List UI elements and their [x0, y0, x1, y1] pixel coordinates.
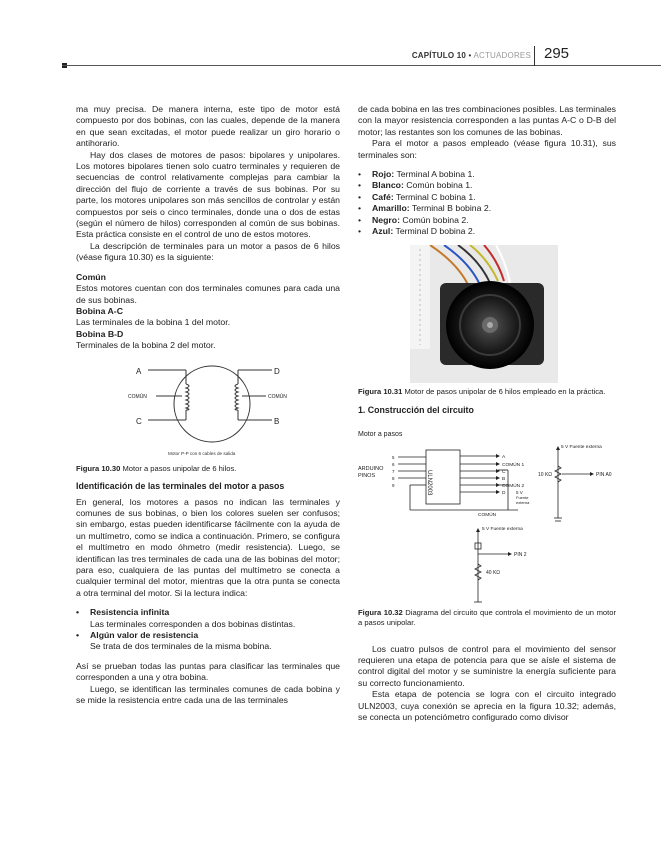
svg-text:B: B [502, 477, 506, 483]
svg-text:6: 6 [392, 462, 395, 468]
term-title-bobina-bd: Bobina B-D [76, 328, 124, 339]
right-column [358, 104, 616, 724]
paragraph: Hay dos clases de motores de pasos: bipolares y unipolares. Los motores bipolares tienen solo cuatro terminales y requieren de secuencias de control relativamente complejas para cambiar la dirección del flujo de corriente a través de sus bobinas. Por su parte, los motores unipolares son más sencillos de controlar y están compuestos por seis o cinco terminales, donde una o dos de estas (según el número de hilos) corresponden al común de sus bobinas. Esta práctica consiste en el control de uno de estos motores. [76, 149, 340, 240]
svg-text:externa: externa [516, 500, 530, 506]
left-column [76, 104, 340, 706]
chapter-number: CAPÍTULO 10 [411, 51, 467, 60]
pin-label: PIN A0 [596, 472, 612, 479]
paragraph: de cada bobina en las tres combinaciones posibles. Las terminales con la mayor resistencia corresponden a las puntas A-C o D-B del motor; las restantes son los comunes de las bobinas. [358, 104, 616, 137]
page-header [0, 0, 661, 80]
wire-item: • Café: Terminal C bobina 1. [358, 192, 616, 203]
svg-text:9: 9 [392, 483, 395, 489]
label-c: C [136, 416, 142, 426]
page-number: 295 [544, 45, 570, 62]
svg-text:COMÚN 1: COMÚN 1 [502, 463, 525, 469]
figure-number: Figura 10.32 [358, 608, 403, 618]
svg-text:5 V: 5 V [516, 490, 523, 496]
wire-item: • Azul: Terminal D bobina 2. [358, 226, 616, 237]
figure-caption [358, 608, 616, 627]
bullet-text: Las terminales corresponden a dos bobinas distintas. [90, 618, 296, 629]
term-title-comun: Común [76, 271, 106, 282]
term-text-comun: Estos motores cuentan con dos terminales comunes para cada una de sus bobinas. [76, 283, 340, 305]
svg-text:C: C [502, 470, 506, 476]
svg-text:COMÚN 2: COMÚN 2 [502, 484, 525, 490]
source-label: 5 V Fuente externa [561, 445, 602, 451]
resistor-label: 10 KΩ [538, 472, 553, 479]
figure-caption [358, 387, 616, 397]
wire-item: • Negro: Común bobina 2. [358, 215, 616, 226]
wire-list [358, 169, 616, 237]
term-title-bobina-ac: Bobina A-C [76, 305, 123, 316]
coil-2 [235, 384, 238, 410]
figure-caption-text: Diagrama del circuito que controla el movimiento de un motor a pasos unipolar. [358, 608, 616, 628]
paragraph: Luego, se identifican las terminales comunes de cada bobina y se mide la resistencia entre cada una de las terminales [76, 683, 340, 706]
source-label: 5 V Fuente externa [482, 527, 523, 533]
svg-text:COMÚN: COMÚN [478, 513, 497, 519]
header-divider [534, 46, 535, 66]
bullet-title: • Algún valor de resistencia [76, 630, 340, 641]
label-comun-left: COMÚN [128, 393, 147, 400]
figure-caption-text: Motor a pasos unipolar de 6 hilos. [120, 463, 237, 473]
figure-number: Figura 10.31 [358, 387, 403, 397]
arduino-label: ARDUINO [358, 466, 384, 473]
section-name: ACTUADORES [473, 51, 531, 60]
pin-label: PIN 2 [514, 552, 527, 559]
svg-text:7: 7 [392, 469, 395, 475]
label-b: B [274, 416, 280, 426]
svg-text:D: D [502, 491, 506, 497]
figure-caption-text: Motor de pasos unipolar de 6 hilos empleado en la práctica. [402, 387, 606, 397]
figure-number: Figura 10.30 [76, 463, 121, 473]
section-heading: 1. Construcción del circuito [358, 405, 474, 416]
chapter-heading [412, 51, 531, 60]
chip-label: ULN2003 [426, 470, 432, 496]
svg-text:Fuente: Fuente [516, 495, 529, 501]
motor-photo [410, 245, 558, 383]
svg-text:8: 8 [392, 476, 395, 482]
paragraph: En general, los motores a pasos no indican las terminales y comunes de sus bobinas, o bien los colores suelen ser confusos; sin embargo, estas pueden identificarse fácilmente con la ayuda de un multímetro, como se indica a continuación. Primero, se configura el multímetro en modo óhmetro (medir resistencia). Luego, se identifican las tres terminales de cada una de las bobinas del motor; para eso, cualquiera de las puntas del multímetro se conecta a cualquier terminal del motor, mientras que la otra punta se conecta a otra terminal del motor. Si la lectura indica: [76, 496, 340, 598]
paragraph: Para el motor a pasos empleado (véase figura 10.31), sus terminales son: [358, 138, 616, 160]
chapter-bullet: • [466, 51, 474, 60]
resistor-label: 40 KΩ [486, 570, 501, 577]
paragraph: Los cuatro pulsos de control para el movimiento del sensor requieren una etapa de potencia para que se aísle el sistema de control digital del motor y se suministre la energía suficiente para su correcto funcionamiento. [358, 643, 616, 688]
bullet-text: Se trata de dos terminales de la misma bobina. [90, 641, 272, 652]
paragraph: Así se prueban todas las puntas para clasificar las terminales que corresponden a una y otra bobina. [76, 660, 340, 683]
wire-item: • Amarillo: Terminal B bobina 2. [358, 203, 616, 214]
paragraph: ma muy precisa. De manera interna, este tipo de motor está compuesto por dos bobinas, con las cuales, depende de la manera en que sean excitadas, el motor puede realizar un giro horario o antihorario. [76, 104, 340, 149]
motor-wiring-diagram [76, 356, 340, 464]
bullet-title: • Resistencia infinita [76, 607, 340, 618]
paragraph: La descripción de terminales para un motor a pasos de 6 hilos (véase figura 10.30) es la siguiente: [76, 240, 340, 263]
label-a: A [136, 366, 142, 376]
label-d: D [274, 366, 280, 376]
term-text-bobina-bd: Terminales de la bobina 2 del motor. [76, 340, 216, 351]
coil-1 [186, 384, 189, 410]
paragraph: Esta etapa de potencia se logra con el circuito integrado ULN2003, cuya conexión se aprecia en la figura 10.32; además, se conecta un potenciómetro configurado como divisor [358, 689, 616, 723]
header-rule [62, 65, 661, 66]
term-text-bobina-ac: Las terminales de la bobina 1 del motor. [76, 317, 231, 328]
pins-label: PINOS [358, 473, 376, 480]
figure-caption [76, 464, 340, 474]
figure-small-caption: Motor P-P con 6 cables de salida [168, 450, 236, 456]
svg-text:A: A [502, 455, 506, 461]
wire-item: • Rojo: Terminal A bobina 1. [358, 169, 616, 180]
wire-item: • Blanco: Común bobina 1. [358, 180, 616, 191]
label-comun-right: COMÚN [268, 393, 287, 400]
circuit-diagram [358, 426, 616, 608]
section-heading: Identificación de las terminales del motor a pasos [76, 481, 285, 492]
svg-text:5: 5 [392, 455, 395, 461]
circuit-title: Motor a pasos [358, 431, 403, 439]
